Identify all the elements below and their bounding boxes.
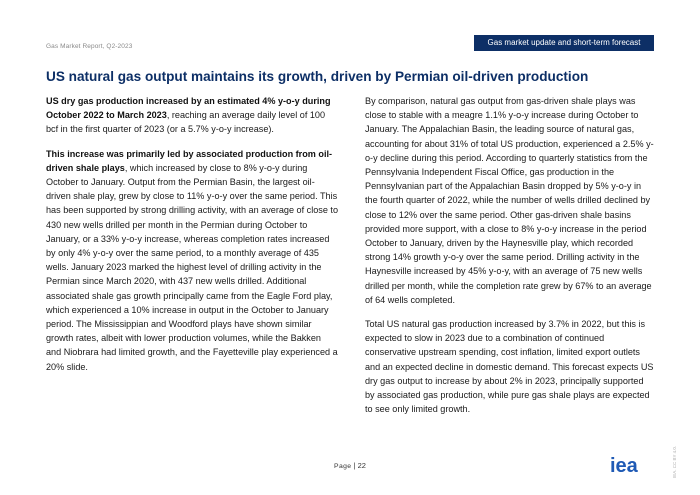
left-column xyxy=(46,94,338,384)
right-column xyxy=(365,94,655,426)
page-title: US natural gas output maintains its growth, driven by Permian oil-driven production xyxy=(46,69,589,84)
page-number-value: 22 xyxy=(357,461,366,470)
paragraph-lead: US dry gas production increased by an estimated 4% y-o-y during October 2022 to March 2023 xyxy=(46,96,331,121)
section-banner: Gas market update and short-term forecast xyxy=(474,35,654,51)
paragraph-text: , reaching an average daily level of 100 bcf in the first quarter of 2023 (or a 5.7% y-o-y increase). xyxy=(46,110,326,135)
side-code: IEA. CC BY 4.0. xyxy=(672,445,677,478)
iea-logo-text: iea xyxy=(610,455,638,477)
paragraph xyxy=(46,94,338,137)
page-word: Page xyxy=(334,463,352,470)
paragraph: By comparison, natural gas output from gas-driven shale plays was close to stable with a meagre 1.1% y-o-y increase during October to January. The Appalachian Basin, the leading source of natural gas, accounting for about 31% of total US production, experienced a 2.5% y-o-y decline during this period. According to quarterly statistics from the Pennsylvania Independent Fiscal Office, gas production in the Pennsylvanian part of the Appalachian Basin dropped by 5% y-o-y in the fourth quarter of 2022, while the number of wells drilled declined by close to 12% over the same period. Other gas-driven shale basins provided more support, with a close to 8% y-o-y increase in the period October to January, driven by the Haynesville play, which recorded strong 14% growth y-o-y over the same period. Drilling activity in the Haynesville increased by 45% y-o-y, with an average of 75 new wells drilled per month, while the completion rate grew by 67% to an average of 64 wells completed. xyxy=(365,96,654,305)
paragraph: Total US natural gas production increased by 3.7% in 2022, but this is expected to slow in 2023 due to a combination of continued conservative upstream spending, cost inflation, limited export outlets and an expected decline in domestic demand. This forecast expects US dry gas output to increase by about 2% in 2023, principally supported by associated gas production, while pure gas shale plays are expected to see only limited growth. xyxy=(365,319,654,415)
page-number xyxy=(0,461,700,470)
report-label: Gas Market Report, Q2-2023 xyxy=(46,43,133,50)
paragraph-lead: This increase was primarily led by associated production from oil-driven shale plays xyxy=(46,148,333,173)
paragraph xyxy=(46,147,338,374)
page-separator: | xyxy=(351,461,358,470)
paragraph-text: , which increased by close to 8% y-o-y during October to January. Output from the Permian Basin, the largest oil-driven shale play, grew by close to 11% y-o-y over the same period. This has been supported by strong drilling activity, with an average of close to 430 new wells drilled per month in the Permian during October to January, or a 33% y-o-y increase, whereas completion rates increased by only 4% y-o-y over the same period, to a monthly average of 435 wells. January 2023 marked the highest level of drilling activity in the Permian since March 2020, with 437 new wells drilled. Additional associated shale gas growth principally came from the Eagle Ford play, which experienced a 10% increase in output in the October to January period. The Mississippian and Woodford plays have shown similar growth rates, albeit with lower production volumes, while the Bakken and Niobrara had limited growth, and the Fayetteville play experienced a 20% slide. xyxy=(46,162,339,372)
iea-logo xyxy=(610,455,654,477)
